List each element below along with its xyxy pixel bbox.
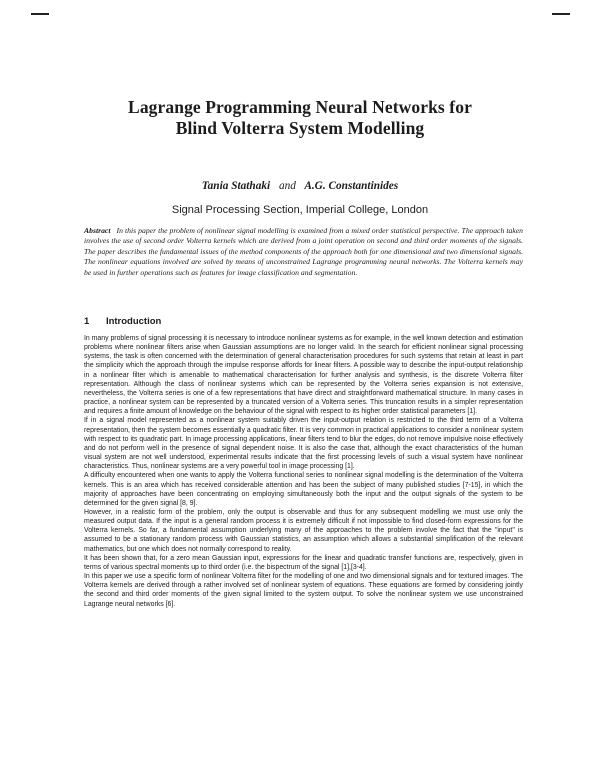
paragraph: A difficulty encountered when one wants to apply the Volterra functional series to nonlinear signal modelling is the determination of the Volterra kernels. This is an area which has received considerable attention and has been the subject of many published studies [7-15], in which the majority of approaches have been concentrating on employing simultaneously both the input and the output signals of the system to be determined for the given signal [8, 9].	[84, 472, 523, 507]
paragraph: If in a signal model represented as a nonlinear system suitably driven the input-output relation is restricted to the third term of a Volterra representation, then the system becomes essentially a quadratic filter. It is very common in practical applications to consider a nonlinear system with respect to its quadratic part. In image processing applications, linear filters tend to blur the edges, do not remove impulsive noise effectively and do not perform well in the presence of signal dependent noise. It is also the case that, although the exact characteristics of the human visual system are not well understood, experimental results indicate that the first processing levels of such a visual system have nonlinear characteristics. Thus, nonlinear systems are a very powerful tool in image processing [1].	[84, 417, 523, 471]
author-conjunction: and	[278, 180, 296, 192]
crop-mark-left	[31, 13, 49, 15]
abstract-text: In this paper the problem of nonlinear signal modelling is examined from a mixed order statistical perspective. The approach taken involves the use of second order Volterra kernels which are derived from a joint operation on second and third order moments of the signals. The paper describes the fundamental issues of the method components of the approach both for one dimensional and two dimensional signals. The nonlinear equations involved are solved by means of unconstrained Lagrange programming neural networks. The Volterra kernels may be used in further operations such as features for image classification and segmentation.	[84, 226, 523, 277]
abstract	[84, 226, 523, 278]
section-number: 1	[84, 316, 90, 327]
body-text	[84, 334, 523, 609]
paragraph: In this paper we use a specific form of nonlinear Volterra filter for the modelling of one and two dimensional signals and for textured images. The Volterra kernels are derived through a rather involved set of nonlinear system of equations. These equations are formed by considering jointly the second and third order moments of the given signal limited to the system output. To solve the nonlinear system we use unconstrained Lagrange neural networks [6].	[84, 573, 523, 608]
title-line-1: Lagrange Programming Neural Networks for	[128, 97, 472, 117]
paragraph: It has been shown that, for a zero mean Gaussian input, expressions for the linear and quadratic transfer functions are, respectively, given in terms of various spectral moments up to third order (i.e. the bispectrum of the signal [1],[3-4].	[84, 554, 523, 571]
author-1: Tania Stathaki	[201, 180, 271, 192]
authors	[0, 180, 600, 192]
section-title: Introduction	[105, 316, 162, 327]
title-line-2: Blind Volterra System Modelling	[175, 118, 425, 138]
section-heading	[84, 316, 161, 327]
abstract-label: Abstract	[84, 226, 111, 235]
paragraph: However, in a realistic form of the problem, only the output is observable and thus for any subsequent modelling we must use only the measured output data. If the input is a general random process it is extremely difficult if not impossible to find closed-form expressions for the Volterra kernels. So far, a fundamental assumption underlying many of the approaches to the problem involve the fact that the "input" is assumed to be a stationary random process with Gaussian statistics, an assumption which allows a substantial simplification of the relevant mathematics, but one which does not normally correspond to reality.	[84, 508, 523, 553]
paper-title	[0, 97, 600, 139]
author-2: A.G. Constantinides	[304, 180, 399, 192]
paragraph: In many problems of signal processing it is necessary to introduce nonlinear systems as for example, in the well known detection and estimation problems where nonlinear filters arise when Gaussian assumptions are no longer valid. In the search for efficient nonlinear signal processing systems, the task is often concerned with the determination of general characterisation procedures for such systems that retain at least in part the simplicity which the approach through the impulse response affords for linear filters. A possible way to describe the input-output relationship in a nonlinear filter which is amenable to mathematical characterisation for further analysis and synthesis, is the discrete Volterra filter representation. Although the class of nonlinear systems which can be represented by the Volterra series expansion is not extensive, nevertheless, the Volterra series is one of a few representations that have direct and straightforward mathematical structure. In many cases in practice, a nonlinear system can be represented by a truncated version of a Volterra series. This truncation results in a simpler representation and requires a finite amount of knowledge on the behaviour of the signal with respect to its higher order statistical parameters [1].	[84, 335, 523, 416]
affiliation: Signal Processing Section, Imperial College, London	[171, 204, 429, 216]
crop-mark-right	[552, 13, 570, 15]
